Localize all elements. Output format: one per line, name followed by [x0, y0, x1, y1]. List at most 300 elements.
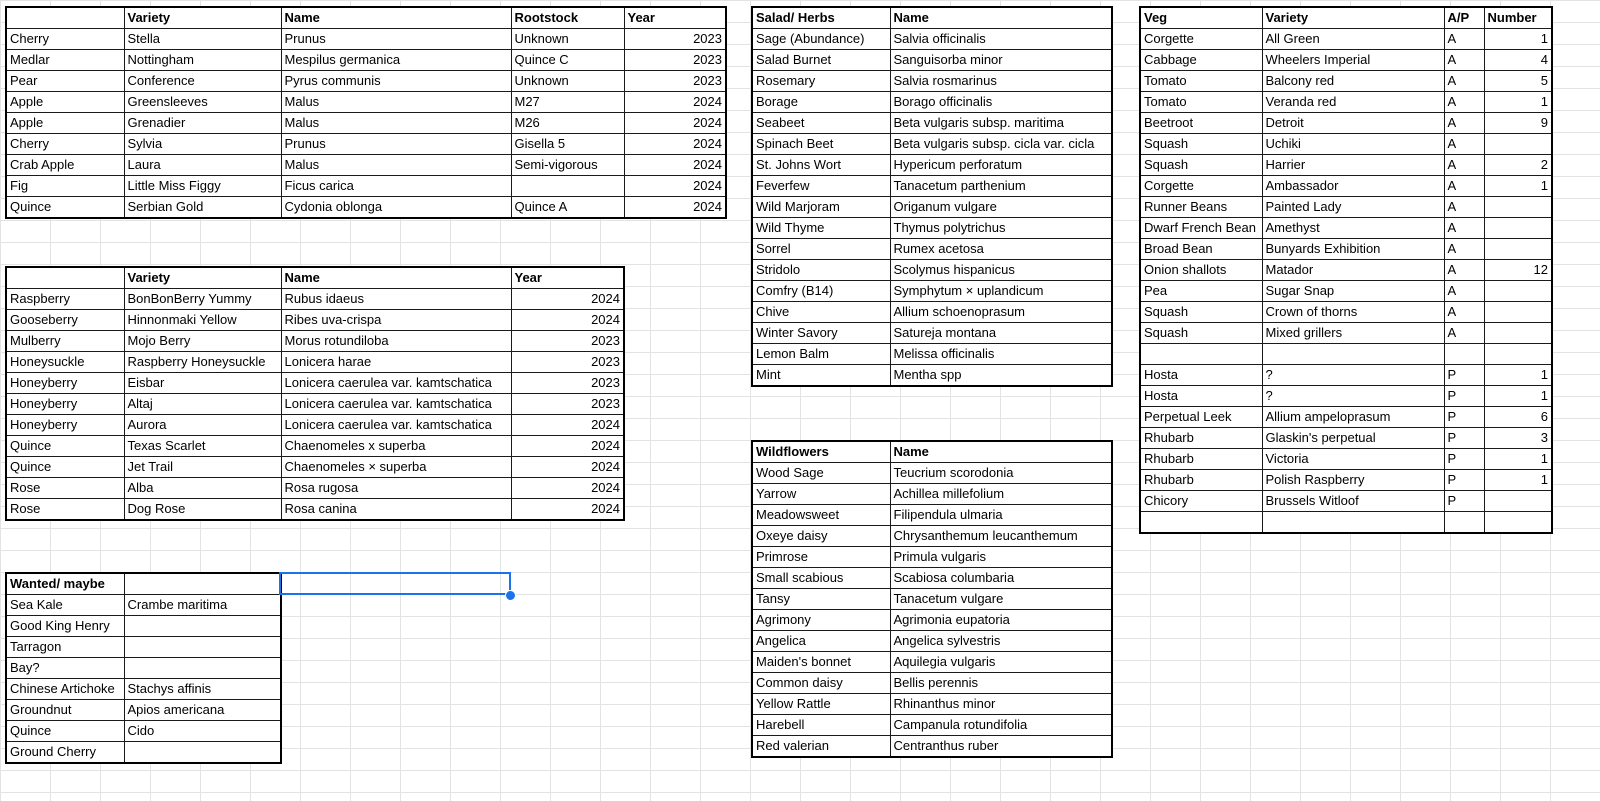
cell[interactable]: Yarrow: [752, 484, 890, 505]
cell[interactable]: Ground Cherry: [6, 742, 124, 764]
cell[interactable]: [1484, 512, 1552, 534]
cell[interactable]: Lemon Balm: [752, 344, 890, 365]
column-header[interactable]: Wildflowers: [752, 441, 890, 463]
cell[interactable]: Yellow Rattle: [752, 694, 890, 715]
cell[interactable]: Tarragon: [6, 637, 124, 658]
cell[interactable]: [1444, 512, 1484, 534]
cell[interactable]: 12: [1484, 260, 1552, 281]
cell[interactable]: Crown of thorns: [1262, 302, 1444, 323]
cell[interactable]: Lonicera caerulea var. kamtschatica: [281, 373, 511, 394]
cell[interactable]: Borage: [752, 92, 890, 113]
cell[interactable]: [124, 616, 281, 637]
cell[interactable]: Ambassador: [1262, 176, 1444, 197]
cell[interactable]: Crab Apple: [6, 155, 124, 176]
table-row: [6, 92, 726, 113]
cell[interactable]: Scolymus hispanicus: [890, 260, 1112, 281]
cell[interactable]: Bellis perennis: [890, 673, 1112, 694]
cell[interactable]: Prunus: [281, 134, 511, 155]
cell[interactable]: 2023: [511, 352, 624, 373]
column-header[interactable]: Variety: [1262, 7, 1444, 29]
cell[interactable]: Mint: [752, 365, 890, 387]
cell[interactable]: Altaj: [124, 394, 281, 415]
cell[interactable]: Honeyberry: [6, 394, 124, 415]
cell[interactable]: Chrysanthemum leucanthemum: [890, 526, 1112, 547]
cell[interactable]: 2024: [511, 415, 624, 436]
cell[interactable]: Teucrium scorodonia: [890, 463, 1112, 484]
column-header[interactable]: Number: [1484, 7, 1552, 29]
cell[interactable]: 2024: [624, 113, 726, 134]
cell[interactable]: P: [1444, 491, 1484, 512]
cell[interactable]: P: [1444, 449, 1484, 470]
cell[interactable]: 1: [1484, 449, 1552, 470]
cell[interactable]: Symphytum × uplandicum: [890, 281, 1112, 302]
cell[interactable]: All Green: [1262, 29, 1444, 50]
cell[interactable]: Allium schoenoprasum: [890, 302, 1112, 323]
cell[interactable]: 1: [1484, 365, 1552, 386]
cell[interactable]: [1484, 302, 1552, 323]
cell[interactable]: Apple: [6, 92, 124, 113]
cell[interactable]: [124, 658, 281, 679]
cell[interactable]: 3: [1484, 428, 1552, 449]
cell[interactable]: Pyrus communis: [281, 71, 511, 92]
cell[interactable]: 2024: [624, 134, 726, 155]
cell[interactable]: 2024: [511, 499, 624, 521]
cell[interactable]: Honeysuckle: [6, 352, 124, 373]
cell[interactable]: 1: [1484, 29, 1552, 50]
cell[interactable]: Salvia rosmarinus: [890, 71, 1112, 92]
cell[interactable]: Salvia officinalis: [890, 29, 1112, 50]
table-row: [752, 610, 1112, 631]
cell[interactable]: Scabiosa columbaria: [890, 568, 1112, 589]
cell[interactable]: [1484, 239, 1552, 260]
cell[interactable]: Stridolo: [752, 260, 890, 281]
column-header[interactable]: Rootstock: [511, 7, 624, 29]
cell[interactable]: Malus: [281, 155, 511, 176]
cell[interactable]: Wood Sage: [752, 463, 890, 484]
cell[interactable]: Cherry: [6, 134, 124, 155]
cell[interactable]: Red valerian: [752, 736, 890, 758]
cell[interactable]: [1484, 218, 1552, 239]
cell[interactable]: Tomato: [1140, 92, 1262, 113]
cell[interactable]: Raspberry Honeysuckle: [124, 352, 281, 373]
cell[interactable]: [511, 176, 624, 197]
column-header[interactable]: [6, 267, 124, 289]
cell[interactable]: Mixed grillers: [1262, 323, 1444, 344]
cell[interactable]: A: [1444, 197, 1484, 218]
cell[interactable]: 1: [1484, 470, 1552, 491]
cell[interactable]: Rhubarb: [1140, 428, 1262, 449]
cell[interactable]: Veranda red: [1262, 92, 1444, 113]
cell[interactable]: 2024: [511, 436, 624, 457]
cell[interactable]: Rosa canina: [281, 499, 511, 521]
cell[interactable]: Polish Raspberry: [1262, 470, 1444, 491]
cell[interactable]: P: [1444, 365, 1484, 386]
cell[interactable]: Good King Henry: [6, 616, 124, 637]
cell[interactable]: Grenadier: [124, 113, 281, 134]
cell[interactable]: Sage (Abundance): [752, 29, 890, 50]
cell[interactable]: Oxeye daisy: [752, 526, 890, 547]
table-row: [6, 721, 281, 742]
cell[interactable]: Onion shallots: [1140, 260, 1262, 281]
cell[interactable]: A: [1444, 323, 1484, 344]
cell[interactable]: Agrimony: [752, 610, 890, 631]
cell[interactable]: 2024: [511, 478, 624, 499]
cell[interactable]: Lonicera harae: [281, 352, 511, 373]
cell[interactable]: St. Johns Wort: [752, 155, 890, 176]
cell[interactable]: [1484, 134, 1552, 155]
cell[interactable]: Small scabious: [752, 568, 890, 589]
cell[interactable]: Winter Savory: [752, 323, 890, 344]
cell[interactable]: Dwarf French Bean: [1140, 218, 1262, 239]
cell[interactable]: ?: [1262, 386, 1444, 407]
cell[interactable]: 5: [1484, 71, 1552, 92]
cell[interactable]: 2023: [511, 373, 624, 394]
cell[interactable]: Sorrel: [752, 239, 890, 260]
cell[interactable]: Mespilus germanica: [281, 50, 511, 71]
cell[interactable]: Comfry (B14): [752, 281, 890, 302]
cell[interactable]: 1: [1484, 92, 1552, 113]
cell[interactable]: Morus rotundiloba: [281, 331, 511, 352]
cell[interactable]: Bunyards Exhibition: [1262, 239, 1444, 260]
cell[interactable]: Mentha spp: [890, 365, 1112, 387]
cell[interactable]: Hinnonmaki Yellow: [124, 310, 281, 331]
column-header[interactable]: A/P: [1444, 7, 1484, 29]
table-row: [1140, 428, 1552, 449]
cell[interactable]: Painted Lady: [1262, 197, 1444, 218]
cell[interactable]: Harrier: [1262, 155, 1444, 176]
cell[interactable]: Brussels Witloof: [1262, 491, 1444, 512]
column-header[interactable]: Veg: [1140, 7, 1262, 29]
cell[interactable]: Beetroot: [1140, 113, 1262, 134]
cell[interactable]: Sugar Snap: [1262, 281, 1444, 302]
cell[interactable]: Quince C: [511, 50, 624, 71]
cell[interactable]: [1484, 344, 1552, 365]
cell[interactable]: Rosemary: [752, 71, 890, 92]
cell[interactable]: Tanacetum vulgare: [890, 589, 1112, 610]
column-header[interactable]: [6, 7, 124, 29]
wanted-header[interactable]: Wanted/ maybe: [6, 573, 124, 595]
cell[interactable]: Tansy: [752, 589, 890, 610]
fill-handle[interactable]: [505, 590, 516, 601]
column-header[interactable]: Year: [624, 7, 726, 29]
column-header[interactable]: Name: [281, 7, 511, 29]
cell[interactable]: 2024: [624, 197, 726, 219]
cell[interactable]: Common daisy: [752, 673, 890, 694]
cell[interactable]: Quince A: [511, 197, 624, 219]
cell[interactable]: 2023: [624, 71, 726, 92]
cell[interactable]: Gisella 5: [511, 134, 624, 155]
cell[interactable]: Broad Bean: [1140, 239, 1262, 260]
cell[interactable]: Hosta: [1140, 386, 1262, 407]
cell[interactable]: Filipendula ulmaria: [890, 505, 1112, 526]
cell[interactable]: Beta vulgaris subsp. cicla var. cicla: [890, 134, 1112, 155]
cell[interactable]: Runner Beans: [1140, 197, 1262, 218]
cell[interactable]: Matador: [1262, 260, 1444, 281]
cell[interactable]: A: [1444, 302, 1484, 323]
cell[interactable]: Malus: [281, 92, 511, 113]
cell[interactable]: 2024: [624, 176, 726, 197]
cell[interactable]: Chaenomeles × superba: [281, 457, 511, 478]
cell[interactable]: [1484, 491, 1552, 512]
cell[interactable]: [1484, 281, 1552, 302]
cell[interactable]: Perpetual Leek: [1140, 407, 1262, 428]
cell[interactable]: 2023: [624, 29, 726, 50]
cell[interactable]: Seabeet: [752, 113, 890, 134]
cell[interactable]: Cabbage: [1140, 50, 1262, 71]
cell[interactable]: Honeyberry: [6, 415, 124, 436]
cell[interactable]: 1: [1484, 386, 1552, 407]
table-row: [752, 589, 1112, 610]
cell[interactable]: Angelica: [752, 631, 890, 652]
cell[interactable]: Wheelers Imperial: [1262, 50, 1444, 71]
cell[interactable]: A: [1444, 50, 1484, 71]
cell[interactable]: A: [1444, 134, 1484, 155]
cell[interactable]: Laura: [124, 155, 281, 176]
veg-table: [1139, 6, 1553, 534]
cell[interactable]: M26: [511, 113, 624, 134]
cell[interactable]: Little Miss Figgy: [124, 176, 281, 197]
cell[interactable]: Ribes uva-crispa: [281, 310, 511, 331]
cell[interactable]: Jet Trail: [124, 457, 281, 478]
cell[interactable]: Angelica sylvestris: [890, 631, 1112, 652]
cell[interactable]: 2024: [511, 310, 624, 331]
cell[interactable]: Raspberry: [6, 289, 124, 310]
cell[interactable]: Pear: [6, 71, 124, 92]
cell[interactable]: Stachys affinis: [124, 679, 281, 700]
cell[interactable]: Bay?: [6, 658, 124, 679]
cell[interactable]: Hosta: [1140, 365, 1262, 386]
cell[interactable]: Honeyberry: [6, 373, 124, 394]
cell[interactable]: Achillea millefolium: [890, 484, 1112, 505]
cell[interactable]: Cherry: [6, 29, 124, 50]
cell[interactable]: Wild Thyme: [752, 218, 890, 239]
cell[interactable]: Cido: [124, 721, 281, 742]
cell[interactable]: Squash: [1140, 134, 1262, 155]
cell[interactable]: Apios americana: [124, 700, 281, 721]
cell[interactable]: Eisbar: [124, 373, 281, 394]
cell[interactable]: P: [1444, 428, 1484, 449]
cell[interactable]: Nottingham: [124, 50, 281, 71]
cell[interactable]: P: [1444, 386, 1484, 407]
cell[interactable]: ?: [1262, 365, 1444, 386]
cell[interactable]: 2024: [511, 289, 624, 310]
cell[interactable]: A: [1444, 71, 1484, 92]
cell[interactable]: Thymus polytrichus: [890, 218, 1112, 239]
column-header[interactable]: Salad/ Herbs: [752, 7, 890, 29]
cell[interactable]: 2023: [624, 50, 726, 71]
cell[interactable]: BonBonBerry Yummy: [124, 289, 281, 310]
cell[interactable]: Rose: [6, 478, 124, 499]
cell[interactable]: Origanum vulgare: [890, 197, 1112, 218]
cell[interactable]: Agrimonia eupatoria: [890, 610, 1112, 631]
cell[interactable]: Squash: [1140, 302, 1262, 323]
cell[interactable]: Meadowsweet: [752, 505, 890, 526]
cell[interactable]: 2023: [511, 394, 624, 415]
cell[interactable]: Squash: [1140, 323, 1262, 344]
cell[interactable]: Aquilegia vulgaris: [890, 652, 1112, 673]
cell[interactable]: [124, 742, 281, 764]
cell[interactable]: A: [1444, 92, 1484, 113]
cell[interactable]: Tanacetum parthenium: [890, 176, 1112, 197]
cell[interactable]: Corgette: [1140, 29, 1262, 50]
cell[interactable]: Amethyst: [1262, 218, 1444, 239]
cell[interactable]: Melissa officinalis: [890, 344, 1112, 365]
cell[interactable]: Stella: [124, 29, 281, 50]
cell[interactable]: Unknown: [511, 71, 624, 92]
cell[interactable]: Satureja montana: [890, 323, 1112, 344]
cell[interactable]: Apple: [6, 113, 124, 134]
cell[interactable]: Medlar: [6, 50, 124, 71]
cell[interactable]: P: [1444, 470, 1484, 491]
cell[interactable]: Primula vulgaris: [890, 547, 1112, 568]
cell[interactable]: Ficus carica: [281, 176, 511, 197]
table-row: [1140, 407, 1552, 428]
cell[interactable]: [124, 573, 281, 595]
cell[interactable]: [1262, 512, 1444, 534]
cell[interactable]: Allium ampeloprasum: [1262, 407, 1444, 428]
table-row: [752, 155, 1112, 176]
cell[interactable]: Corgette: [1140, 176, 1262, 197]
cell[interactable]: Texas Scarlet: [124, 436, 281, 457]
column-header[interactable]: Variety: [124, 267, 281, 289]
cell[interactable]: Fig: [6, 176, 124, 197]
column-header[interactable]: Name: [281, 267, 511, 289]
cell[interactable]: Feverfew: [752, 176, 890, 197]
cell[interactable]: 2: [1484, 155, 1552, 176]
cell[interactable]: Pea: [1140, 281, 1262, 302]
cell[interactable]: Hypericum perforatum: [890, 155, 1112, 176]
cell[interactable]: [1140, 344, 1262, 365]
cell[interactable]: Crambe maritima: [124, 595, 281, 616]
cell[interactable]: 9: [1484, 113, 1552, 134]
cell[interactable]: Rhubarb: [1140, 449, 1262, 470]
column-header[interactable]: Name: [890, 7, 1112, 29]
cell[interactable]: Quince: [6, 721, 124, 742]
cell[interactable]: Maiden's bonnet: [752, 652, 890, 673]
cell[interactable]: A: [1444, 260, 1484, 281]
cell[interactable]: Rose: [6, 499, 124, 521]
cell[interactable]: Salad Burnet: [752, 50, 890, 71]
cell[interactable]: [124, 637, 281, 658]
column-header[interactable]: Name: [890, 441, 1112, 463]
cell[interactable]: Beta vulgaris subsp. maritima: [890, 113, 1112, 134]
cell[interactable]: 2024: [624, 92, 726, 113]
cell[interactable]: Groundnut: [6, 700, 124, 721]
cell[interactable]: Tomato: [1140, 71, 1262, 92]
table-row: [752, 526, 1112, 547]
cell[interactable]: Squash: [1140, 155, 1262, 176]
cell[interactable]: Malus: [281, 113, 511, 134]
cell[interactable]: 2023: [511, 331, 624, 352]
cell[interactable]: Unknown: [511, 29, 624, 50]
cell[interactable]: Quince: [6, 197, 124, 219]
column-header[interactable]: Year: [511, 267, 624, 289]
cell[interactable]: Gooseberry: [6, 310, 124, 331]
cell[interactable]: Glaskin's perpetual: [1262, 428, 1444, 449]
cell[interactable]: Chicory: [1140, 491, 1262, 512]
cell[interactable]: Semi-vigorous: [511, 155, 624, 176]
cell[interactable]: 6: [1484, 407, 1552, 428]
cell[interactable]: M27: [511, 92, 624, 113]
cell[interactable]: Rhubarb: [1140, 470, 1262, 491]
cell[interactable]: Rumex acetosa: [890, 239, 1112, 260]
cell[interactable]: Chinese Artichoke: [6, 679, 124, 700]
cell[interactable]: Lonicera caerulea var. kamtschatica: [281, 415, 511, 436]
cell[interactable]: A: [1444, 281, 1484, 302]
cell[interactable]: Uchiki: [1262, 134, 1444, 155]
cell[interactable]: 4: [1484, 50, 1552, 71]
cell[interactable]: Victoria: [1262, 449, 1444, 470]
cell[interactable]: Rhinanthus minor: [890, 694, 1112, 715]
cell[interactable]: Balcony red: [1262, 71, 1444, 92]
cell[interactable]: A: [1444, 218, 1484, 239]
cell[interactable]: Chaenomeles x superba: [281, 436, 511, 457]
selected-cell[interactable]: [279, 572, 511, 595]
cell[interactable]: Chive: [752, 302, 890, 323]
cell[interactable]: Detroit: [1262, 113, 1444, 134]
cell[interactable]: Spinach Beet: [752, 134, 890, 155]
cell[interactable]: Mulberry: [6, 331, 124, 352]
cell[interactable]: Rubus idaeus: [281, 289, 511, 310]
cell[interactable]: Quince: [6, 436, 124, 457]
cell[interactable]: P: [1444, 407, 1484, 428]
cell[interactable]: Sanguisorba minor: [890, 50, 1112, 71]
cell[interactable]: [1262, 344, 1444, 365]
cell[interactable]: Lonicera caerulea var. kamtschatica: [281, 394, 511, 415]
cell[interactable]: Dog Rose: [124, 499, 281, 521]
cell[interactable]: A: [1444, 29, 1484, 50]
cell[interactable]: Alba: [124, 478, 281, 499]
cell[interactable]: Harebell: [752, 715, 890, 736]
table-row: [752, 365, 1112, 387]
cell[interactable]: A: [1444, 155, 1484, 176]
cell[interactable]: [1484, 197, 1552, 218]
cell[interactable]: Quince: [6, 457, 124, 478]
cell[interactable]: Campanula rotundifolia: [890, 715, 1112, 736]
cell[interactable]: Prunus: [281, 29, 511, 50]
cell[interactable]: Cydonia oblonga: [281, 197, 511, 219]
table-row: [6, 700, 281, 721]
table-row: [1140, 470, 1552, 491]
cell[interactable]: Centranthus ruber: [890, 736, 1112, 758]
cell[interactable]: Conference: [124, 71, 281, 92]
cell[interactable]: Sylvia: [124, 134, 281, 155]
cell[interactable]: A: [1444, 176, 1484, 197]
cell[interactable]: Mojo Berry: [124, 331, 281, 352]
cell[interactable]: 2024: [511, 457, 624, 478]
column-header[interactable]: Variety: [124, 7, 281, 29]
cell[interactable]: 1: [1484, 176, 1552, 197]
cell[interactable]: [1444, 344, 1484, 365]
cell[interactable]: Serbian Gold: [124, 197, 281, 219]
cell[interactable]: A: [1444, 113, 1484, 134]
cell[interactable]: Sea Kale: [6, 595, 124, 616]
cell[interactable]: Aurora: [124, 415, 281, 436]
cell[interactable]: A: [1444, 239, 1484, 260]
cell[interactable]: Wild Marjoram: [752, 197, 890, 218]
cell[interactable]: 2024: [624, 155, 726, 176]
cell[interactable]: Rosa rugosa: [281, 478, 511, 499]
cell[interactable]: Borago officinalis: [890, 92, 1112, 113]
table-row: [752, 736, 1112, 758]
cell[interactable]: [1484, 323, 1552, 344]
table-row: [752, 302, 1112, 323]
cell[interactable]: Primrose: [752, 547, 890, 568]
cell[interactable]: [1140, 512, 1262, 534]
table-row: [1140, 449, 1552, 470]
wanted-table: [5, 572, 282, 764]
cell[interactable]: Greensleeves: [124, 92, 281, 113]
